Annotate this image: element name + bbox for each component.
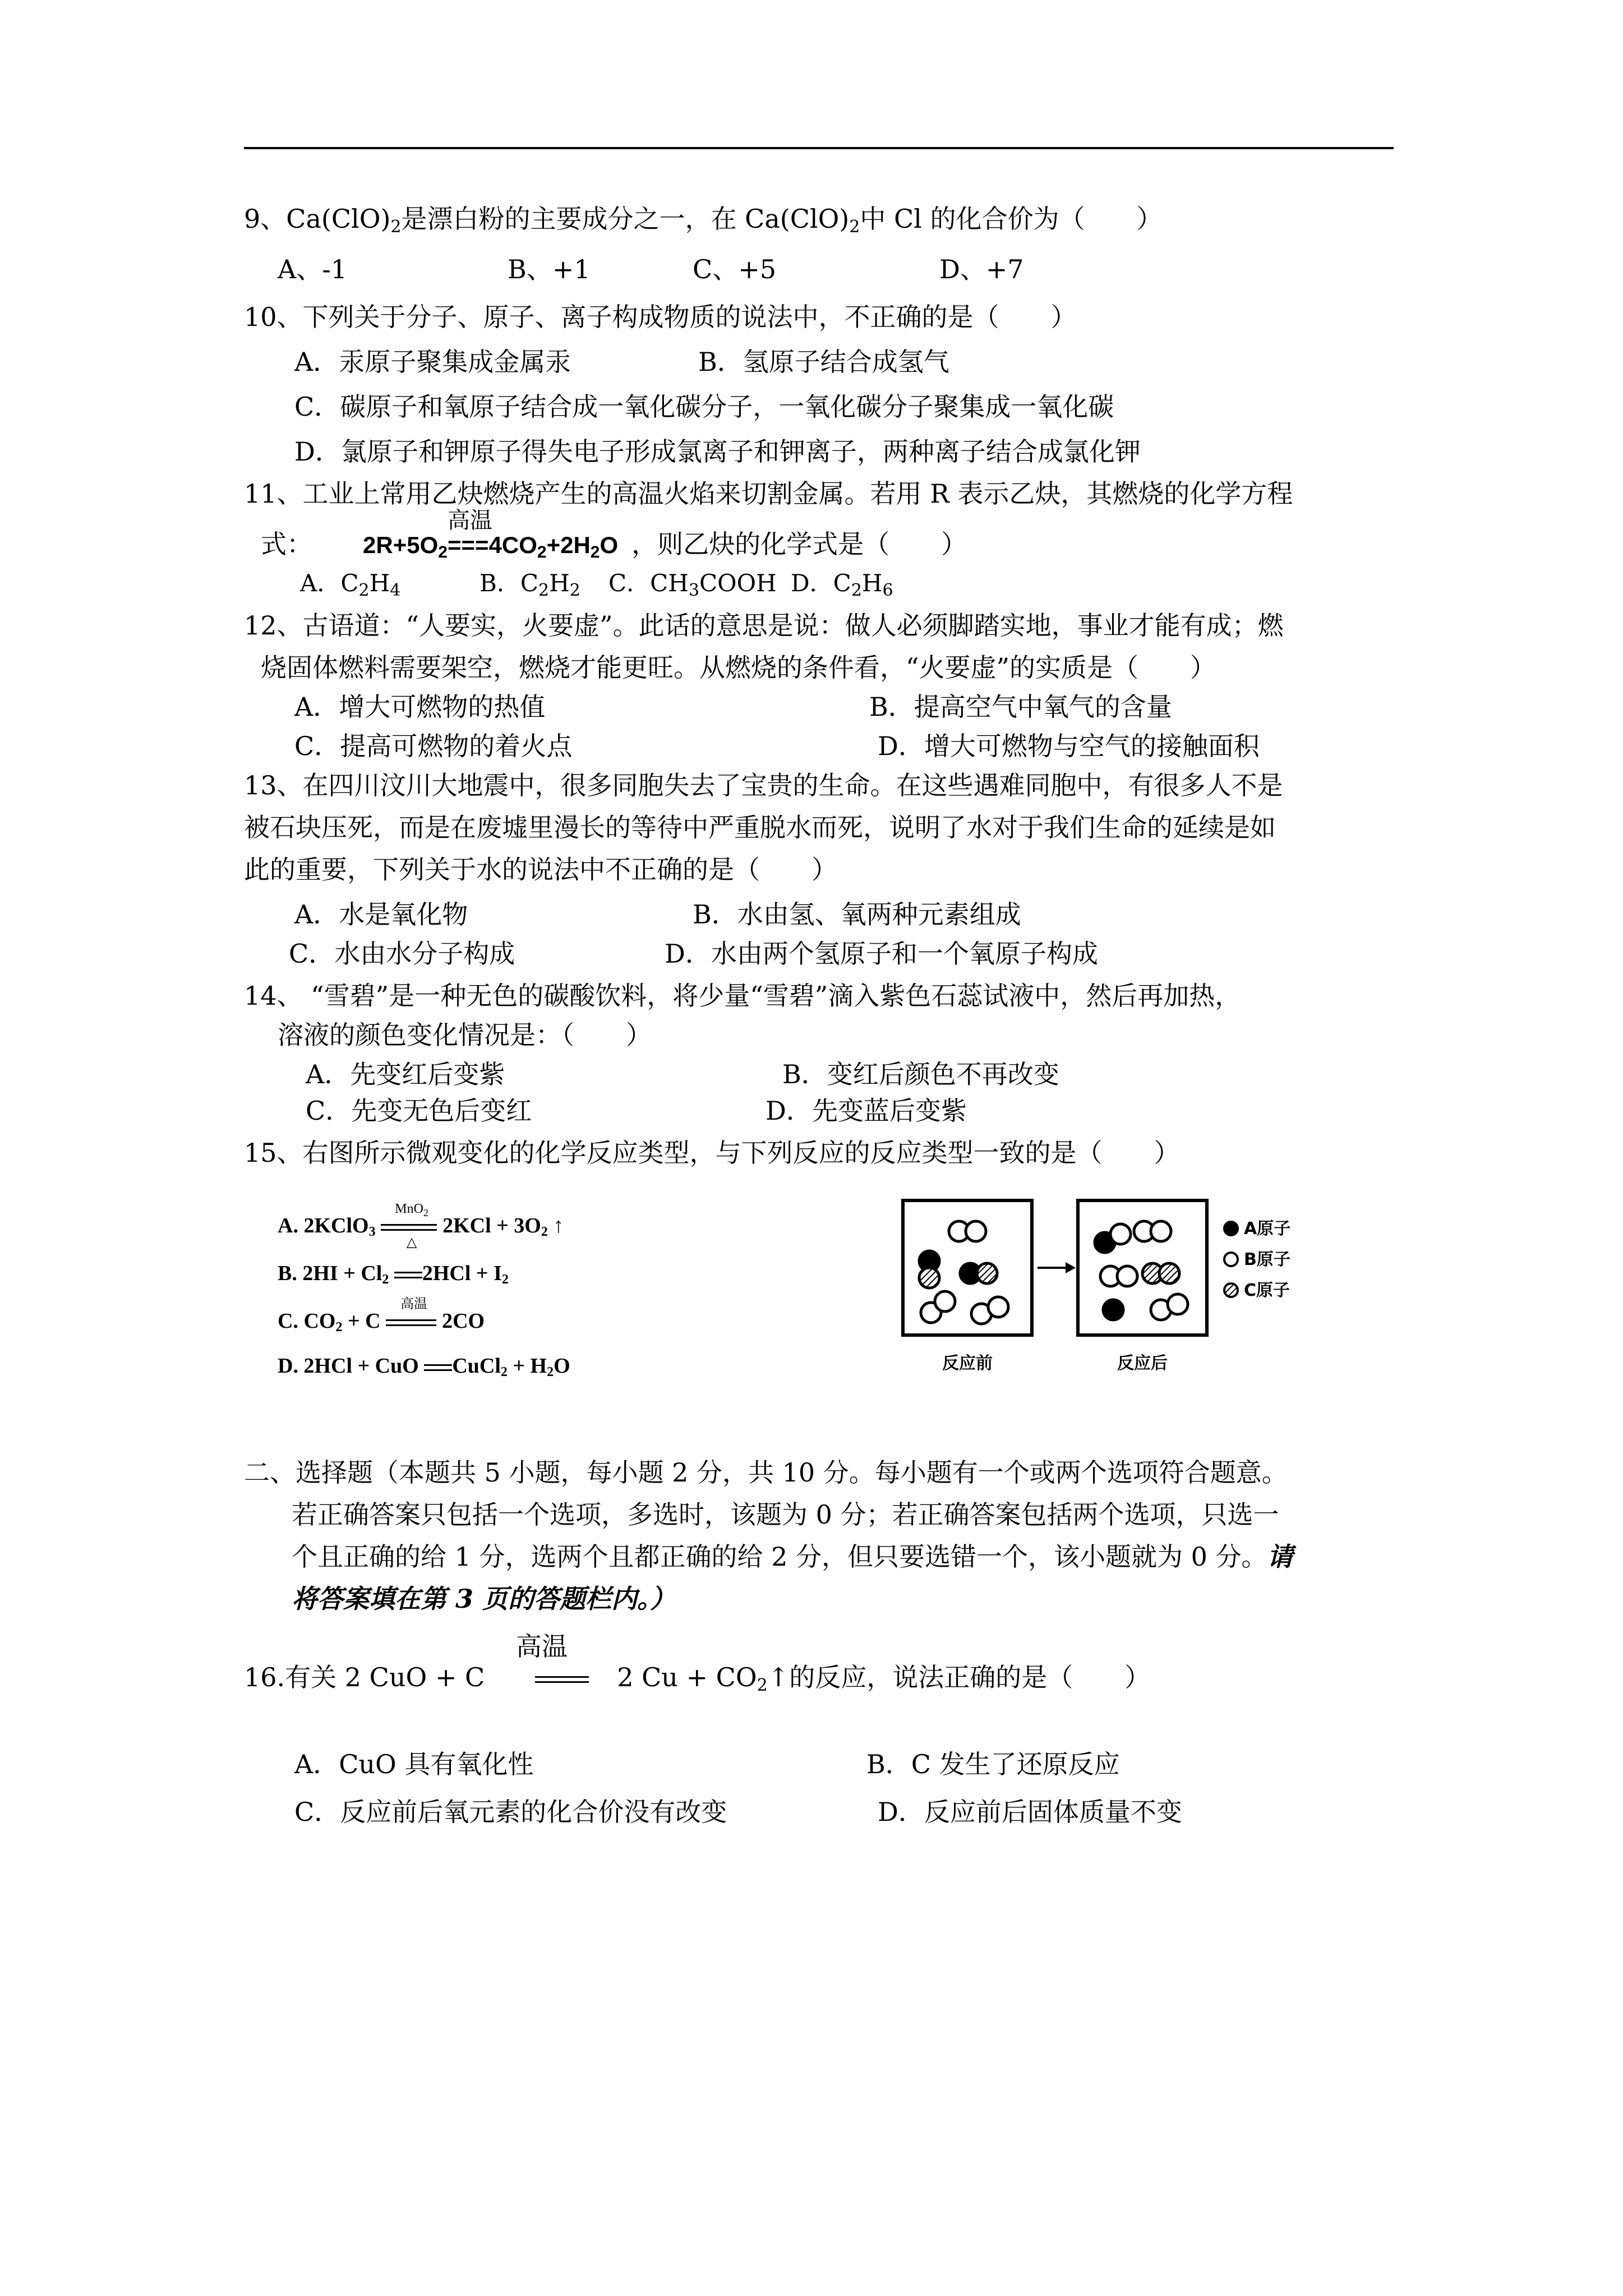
legend-c-label: C原子 (1244, 1281, 1290, 1300)
q11-equation-condition: 高温 === (447, 508, 492, 558)
q10-stem: 10、下列关于分子、原子、离子构成物质的说法中，不正确的是（ ） (244, 302, 1077, 332)
q14-option-a: A．先变红后变紫 (306, 1059, 505, 1089)
q16-stem: 16.有关 2 CuO + C 2 $Cu + CO_2↑$的反应，说法正确的是（ ） (244, 1662, 1151, 1695)
q10-option-d: D．氯原子和钾原子得失电子形成氯离子和钾离子，两种离子结合成氯化钾 (294, 436, 1141, 467)
q16-option-d: D．反应前后固体质量不变 (878, 1797, 1182, 1827)
q14-stem-line1: 14、 “雪碧”是一种无色的碳酸饮料，将少量“雪碧”滴入紫色石蕊试液中，然后再加热， (244, 981, 1241, 1011)
after-label: 反应后 (1117, 1354, 1168, 1373)
q15-option-c-equation: C. $CO_2 + C$ 高温 2CO (278, 1297, 485, 1335)
q13-option-d: D．水由两个氢原子和一个氧原子构成 (665, 938, 1098, 969)
q16-option-a: A．CuO 具有氧化性 (294, 1749, 534, 1779)
q11-option-b: B．$C_2H_2$ (479, 569, 580, 600)
q10-option-a: A．汞原子聚集成金属汞 (294, 347, 571, 377)
q11-option-d: D．$C_2H_6$ (791, 569, 893, 600)
q16-option-c: C．反应前后氧元素的化合价没有改变 (294, 1797, 727, 1827)
section2-line4: 将答案填在第 3 页的答题栏内。） (292, 1584, 676, 1614)
q11-stem-line2: 式： $2R+5O_2$ 高温 $===4CO_2+2H_2O$ ，则乙炔的化学式是（ ） (261, 508, 967, 562)
q12-option-c: C．提高可燃物的着火点 (294, 731, 573, 761)
q15-option-d-equation: D. 2HCl + CuO CuCl$_2$ + $H_2O$ (278, 1354, 570, 1379)
q13-stem-line1: 13、在四川汶川大地震中，很多同胞失去了宝贵的生命。在这些遇难同胞中，有很多人不是 (244, 770, 1283, 800)
before-molecules (919, 1221, 1008, 1324)
q13-option-a: A．水是氧化物 (294, 899, 468, 930)
section2-line2: 若正确答案只包括一个选项，多选时，该题为 0 分；若正确答案包括两个选项，只选一 (292, 1499, 1279, 1530)
q13-stem-line2: 被石块压死，而是在废墟里漫长的等待中严重脱水而死，说明了水对于我们生命的延续是如 (244, 812, 1276, 843)
q14-option-b: B．变红后颜色不再改变 (782, 1059, 1059, 1089)
q11-stem-line1: 11、工业上常用乙炔燃烧产生的高温火焰来切割金属。若用 R 表示乙炔，其燃烧的化学方程 (244, 478, 1293, 509)
q9-option-b: B、+1 (508, 254, 591, 284)
q10-option-c: C．碳原子和氧原子结合成一氧化碳分子，一氧化碳分子聚集成一氧化碳 (294, 392, 1114, 422)
q15-stem: 15、右图所示微观变化的化学反应类型，与下列反应的反应类型一致的是（ ） (244, 1138, 1180, 1168)
q15-option-a-equation: A. 2KClO$_3$ MnO$_2$ △ $2KCl + 3O_2$ ↑ (278, 1202, 564, 1250)
q12-option-a: A．增大可燃物的热值 (294, 692, 546, 722)
q15-reaction-diagram (897, 1195, 1402, 1386)
after-molecules (1095, 1221, 1188, 1320)
q12-stem-line1: 12、古语道：“人要实，火要虚”。此话的意思是说：做人必须脚踏实地，事业才能有成；燃 (244, 610, 1284, 641)
q12-option-d: D．增大可燃物与空气的接触面积 (878, 731, 1260, 761)
q16-condition-label: 高温 (516, 1631, 568, 1662)
legend-a-atom (1224, 1222, 1238, 1235)
q9-option-a: A、-1 (278, 254, 348, 284)
section2-line3: 个且正确的给 1 分，选两个且都正确的给 2 分，但只要选错一个，该小题就为 0 分。请 (292, 1542, 1293, 1572)
q9-option-d: D、+7 (939, 254, 1024, 284)
legend-b-label: B原子 (1244, 1250, 1290, 1269)
legend-c-atom (1224, 1283, 1238, 1297)
q16-equals-sign (535, 1676, 589, 1683)
q13-option-b: B．水由氢、氧两种元素组成 (693, 899, 1021, 930)
q14-option-d: D．先变蓝后变紫 (766, 1096, 967, 1126)
q16-option-b: B．C 发生了还原反应 (866, 1749, 1120, 1779)
q11-option-c: C．$CH_3COOH$ (608, 569, 777, 600)
q11-option-a: A．$C_2H_4$ (300, 569, 401, 600)
section2-line1: 二、选择题（本题共 5 小题，每小题 2 分，共 10 分。每小题有一个或两个选项符合题意。 (244, 1457, 1288, 1488)
q13-stem-line3: 此的重要，下列关于水的说法中不正确的是（ ） (244, 854, 837, 885)
header-rule (244, 147, 1394, 149)
q13-option-c: C．水由水分子构成 (289, 938, 515, 969)
q12-stem-line2: 烧固体燃料需要架空，燃烧才能更旺。从燃烧的条件看，“火要虚”的实质是（ ） (261, 652, 1216, 683)
legend-a-label: A原子 (1244, 1219, 1291, 1239)
before-label: 反应前 (942, 1354, 993, 1373)
q14-stem-line2: 溶液的颜色变化情况是：（ ） (278, 1020, 652, 1050)
q9-stem: 9、$Ca(ClO)_2$是漂白粉的主要成分之一，在 $Ca(ClO)_2$中 Cl 的化合价为（ ） (244, 204, 1163, 237)
q14-option-c: C．先变无色后变红 (306, 1096, 532, 1126)
q9-option-c: C、+5 (693, 254, 777, 284)
q15-option-b-equation: B. $2HI + Cl_2$ $2HCl + I_2$ (278, 1262, 509, 1287)
q12-option-b: B．提高空气中氧气的含量 (869, 692, 1172, 722)
legend-b-atom (1224, 1253, 1238, 1266)
q10-option-b: B．氢原子结合成氢气 (698, 347, 949, 377)
q11-equation-left: 2R+5O (363, 532, 439, 558)
